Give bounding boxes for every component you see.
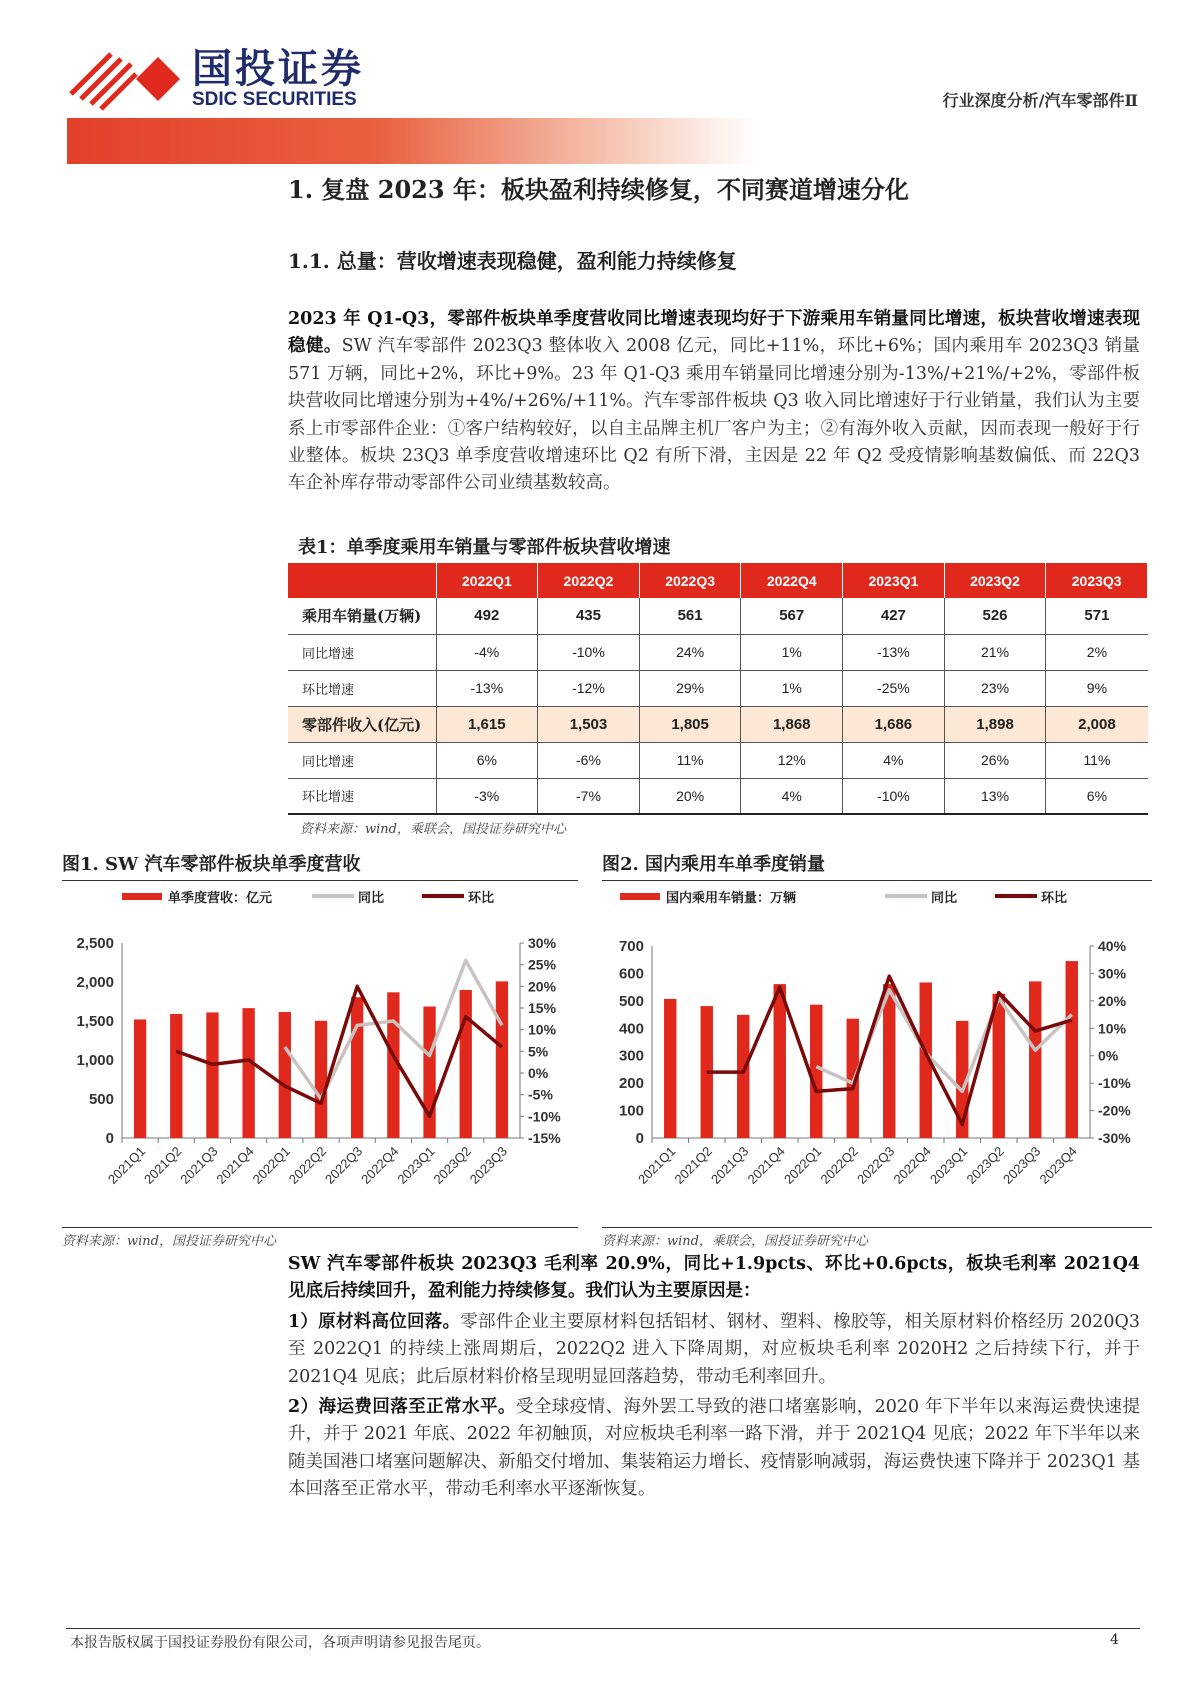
bar xyxy=(460,990,472,1138)
table-cell: 1,805 xyxy=(639,706,741,742)
table-cell: 13% xyxy=(944,778,1046,814)
y2-tick-label: 5% xyxy=(528,1043,549,1060)
legend-swatch xyxy=(122,893,162,900)
x-tick-label: 2022Q3 xyxy=(321,1143,366,1187)
table-header-cell: 2023Q2 xyxy=(944,563,1046,598)
para-lead: SW 汽车零部件板块 2023Q3 毛利率 20.9%，同比+1.9pcts、环比+0.6pcts，板块毛利率 2021Q4 见底后持续回升，盈利能力持续修复。我们认为主要原因是： xyxy=(288,1254,1140,1302)
legend-swatch xyxy=(995,894,1037,898)
y2-tick-label: 40% xyxy=(1098,938,1127,954)
y2-tick-label: 20% xyxy=(1098,992,1127,1009)
y2-tick-label: 30% xyxy=(1098,965,1127,982)
x-tick-label: 2021Q3 xyxy=(177,1143,221,1187)
y-tick-label: 300 xyxy=(618,1047,644,1065)
table-cell: 567 xyxy=(741,598,843,634)
x-tick-label: 2022Q4 xyxy=(890,1143,934,1187)
bar xyxy=(1029,981,1041,1138)
y-tick-label: 600 xyxy=(618,965,644,983)
x-tick-label: 2022Q1 xyxy=(781,1143,825,1187)
table-cell: 2% xyxy=(1046,634,1148,670)
point2-title: 2）海运费回落至正常水平。 xyxy=(288,1397,516,1418)
legend-swatch xyxy=(312,894,354,898)
bar xyxy=(1066,961,1078,1138)
legend-label: 环比 xyxy=(468,890,495,905)
bar xyxy=(810,1005,822,1138)
y2-tick-label: 25% xyxy=(528,956,557,973)
y-tick-label: 500 xyxy=(88,1091,114,1108)
table-header-cell: 2022Q1 xyxy=(436,563,538,598)
table-cell: 1,868 xyxy=(741,706,843,742)
table-cell: -12% xyxy=(538,670,640,706)
x-tick-label: 2021Q3 xyxy=(708,1143,752,1187)
figure1-title: 图1. SW 汽车零部件板块单季度营收 xyxy=(62,850,578,881)
table-cell: 乘用车销量(万辆) xyxy=(288,598,436,634)
x-tick-label: 2021Q4 xyxy=(213,1143,257,1187)
y2-tick-label: 30% xyxy=(528,935,557,951)
x-tick-label: 2022Q4 xyxy=(358,1143,402,1187)
legend-swatch xyxy=(885,894,927,898)
y-tick-label: 700 xyxy=(618,938,644,955)
x-tick-label: 2022Q1 xyxy=(249,1143,293,1187)
footer-divider xyxy=(66,1628,1140,1629)
bar xyxy=(170,1014,182,1138)
table-row xyxy=(288,670,1148,706)
logo-en: SDIC SECURITIES xyxy=(192,89,357,110)
x-tick-label: 2022Q2 xyxy=(285,1143,330,1187)
table-cell: 21% xyxy=(944,634,1046,670)
x-tick-label: 2021Q2 xyxy=(671,1143,715,1187)
chart-revenue xyxy=(62,888,578,1228)
table-cell: 526 xyxy=(944,598,1046,634)
y2-tick-label: -30% xyxy=(1098,1130,1131,1146)
bar xyxy=(134,1019,146,1138)
table-cell: 4% xyxy=(843,742,945,778)
legend-label: 单季度营收：亿元 xyxy=(168,890,273,905)
figure2-source: 资料来源：wind，乘联会，国投证券研究中心 xyxy=(602,1234,868,1249)
paragraph-revenue xyxy=(288,306,1140,498)
y2-tick-label: -10% xyxy=(528,1108,561,1125)
y2-tick-label: 0% xyxy=(1098,1047,1119,1064)
table-cell: -25% xyxy=(843,670,945,706)
table-header-cell: 2023Q3 xyxy=(1046,563,1148,598)
x-tick-label: 2022Q3 xyxy=(854,1143,898,1187)
y2-tick-label: -10% xyxy=(1098,1075,1131,1092)
table-cell: 环比增速 xyxy=(288,670,436,706)
table-header-cell: 2023Q1 xyxy=(843,563,945,598)
section-heading: 1. 复盘 2023 年：板块盈利持续修复，不同赛道增速分化 xyxy=(288,175,909,204)
y-tick-label: 0 xyxy=(635,1130,644,1147)
y2-tick-label: 10% xyxy=(528,1021,557,1038)
table-row xyxy=(288,742,1148,778)
x-tick-label: 2023Q4 xyxy=(1036,1143,1080,1187)
table-cell: 1,898 xyxy=(944,706,1046,742)
figure2-title: 图2. 国内乘用车单季度销量 xyxy=(602,850,1152,881)
table-cell: 1,686 xyxy=(843,706,945,742)
table-header-cell: 2022Q4 xyxy=(741,563,843,598)
table-cell: 1,503 xyxy=(538,706,640,742)
table-cell: -13% xyxy=(436,670,538,706)
table-cell: 24% xyxy=(639,634,741,670)
figure1-source: 资料来源：wind，国投证券研究中心 xyxy=(62,1234,276,1249)
y-tick-label: 2,000 xyxy=(76,974,114,991)
x-tick-label: 2023Q2 xyxy=(430,1143,474,1187)
table-cell: 26% xyxy=(944,742,1046,778)
x-tick-label: 2021Q1 xyxy=(635,1143,679,1187)
table-cell: 427 xyxy=(843,598,945,634)
logo-mark-icon xyxy=(66,44,186,114)
qoq-line xyxy=(176,986,502,1116)
x-tick-label: 2021Q2 xyxy=(141,1143,185,1187)
bar xyxy=(993,994,1005,1138)
table-cell: -13% xyxy=(843,634,945,670)
report-section-label: 行业深度分析/汽车零部件Ⅱ xyxy=(942,91,1138,110)
table-cell: 零部件收入(亿元) xyxy=(288,706,436,742)
table-cell: -10% xyxy=(843,778,945,814)
para-body: SW 汽车零部件 2023Q3 整体收入 2008 亿元，同比+11%，环比+6%；国内乘用车 2023Q3 销量 571 万辆，同比+2%，环比+9%。23 年 Q1-Q3 乘用车销量同比增速分别为-13%/+21%/+2%，零部件板块营收同比增速分别为+4%/+26%/+11%。汽车零部件板块 Q3 收入同比增速好于行业销量，我们认为主要系上市零部件企业：①客户结构较好，以自主品牌主机厂客户为主；②有海外收入贡献，因而表现一般好于行业整体。板块 23Q3 单季度营收增速环比 Q2 有所下滑，主因是 22 年 Q2 受疫情影响基数偏低、而 22Q3 车企补库存带动零部件公司业绩基数较高。 xyxy=(288,336,1141,494)
table-header-cell: 2022Q3 xyxy=(639,563,741,598)
bar xyxy=(883,984,895,1138)
table-cell: 11% xyxy=(639,742,741,778)
table-cell: 1% xyxy=(741,670,843,706)
y2-tick-label: 0% xyxy=(528,1065,549,1081)
x-tick-label: 2023Q3 xyxy=(1000,1143,1044,1187)
bar xyxy=(206,1012,218,1138)
y2-tick-label: -5% xyxy=(528,1086,553,1103)
table-cell: 环比增速 xyxy=(288,778,436,814)
table-caption: 表1：单季度乘用车销量与零部件板块营收增速 xyxy=(298,537,671,558)
table-cell: 12% xyxy=(741,742,843,778)
x-tick-label: 2022Q2 xyxy=(817,1143,861,1187)
table-cell: 同比增速 xyxy=(288,742,436,778)
table-row xyxy=(288,598,1148,634)
subsection-heading: 1.1. 总量：营收增速表现稳健，盈利能力持续修复 xyxy=(288,249,737,273)
footer-disclaimer: 本报告版权属于国投证券股份有限公司，各项声明请参见报告尾页。 xyxy=(70,1635,490,1651)
y-tick-label: 1,500 xyxy=(76,1013,114,1030)
table-cell: 同比增速 xyxy=(288,634,436,670)
table-cell: 1% xyxy=(741,634,843,670)
y-tick-label: 2,500 xyxy=(76,935,114,952)
y-tick-label: 1,000 xyxy=(76,1052,114,1069)
y-tick-label: 500 xyxy=(618,992,644,1010)
point1-body: 零部件企业主要原材料包括铝材、钢材、塑料、橡胶等，相关原材料价格经历 2020Q3 至 2022Q1 的持续上涨周期后，2022Q2 进入下降周期，对应板块毛利率 2020H2 之后持续下行，并于 2021Q4 见底；此后原材料价格呈现明显回落趋势，带动毛利率回升。 xyxy=(288,1311,1141,1387)
y-tick-label: 100 xyxy=(618,1102,644,1120)
bar xyxy=(737,1015,749,1138)
bar xyxy=(351,997,363,1138)
table-cell: 20% xyxy=(639,778,741,814)
table-cell: 1,615 xyxy=(436,706,538,742)
bar xyxy=(242,1008,254,1138)
y2-tick-label: 20% xyxy=(528,978,557,995)
data-table xyxy=(288,563,1148,815)
point2-body: 受全球疫情、海外罢工导致的港口堵塞影响，2020 年下半年以来海运费快速提升，并于 2021 年底、2022 年初触顶，对应板块毛利率一路下滑，并于 2021Q4 见底；2022 年下半年以来随美国港口堵塞问题解决、新船交付增加、集装箱运力增长、疫情影响减弱，海运费快速下降并于 2023Q1 基本回落至正常水平，带动毛利率水平逐渐恢复。 xyxy=(288,1397,1140,1500)
legend-swatch xyxy=(620,893,660,900)
y2-tick-label: -20% xyxy=(1098,1102,1131,1119)
table-cell: -4% xyxy=(436,634,538,670)
x-tick-label: 2021Q4 xyxy=(744,1143,788,1187)
y2-tick-label: 15% xyxy=(528,1000,557,1016)
table-source: 资料来源：wind，乘联会，国投证券研究中心 xyxy=(300,822,566,837)
table-cell: -10% xyxy=(538,634,640,670)
bar xyxy=(496,981,508,1138)
legend-label: 国内乘用车销量：万辆 xyxy=(666,890,797,905)
y-tick-label: 0 xyxy=(105,1130,114,1147)
header-band xyxy=(67,118,757,164)
point1-title: 1）原材料高位回落。 xyxy=(288,1311,461,1332)
table-cell: -6% xyxy=(538,742,640,778)
table-cell: 2,008 xyxy=(1046,706,1148,742)
table-cell: 492 xyxy=(436,598,538,634)
table-cell: 4% xyxy=(741,778,843,814)
chart-car-sales xyxy=(602,888,1152,1228)
table-cell: 6% xyxy=(436,742,538,778)
table-cell: 23% xyxy=(944,670,1046,706)
bar xyxy=(423,1006,435,1138)
company-logo xyxy=(66,44,364,114)
table-cell: 6% xyxy=(1046,778,1148,814)
table-cell: 9% xyxy=(1046,670,1148,706)
legend-label: 同比 xyxy=(931,890,958,905)
y2-tick-label: 10% xyxy=(1098,1020,1127,1037)
table-header-cell: 2022Q2 xyxy=(538,563,640,598)
table-header-cell xyxy=(288,563,436,598)
table-row xyxy=(288,634,1148,670)
bar xyxy=(315,1021,327,1138)
bar xyxy=(664,999,676,1138)
table-cell: 561 xyxy=(639,598,741,634)
legend-label: 环比 xyxy=(1041,890,1068,905)
table-row xyxy=(288,706,1148,742)
legend-label: 同比 xyxy=(358,890,385,905)
page-number: 4 xyxy=(1110,1632,1119,1648)
x-tick-label: 2023Q3 xyxy=(466,1143,511,1187)
table-cell: 435 xyxy=(538,598,640,634)
bar xyxy=(774,984,786,1138)
y2-tick-label: -15% xyxy=(528,1130,561,1146)
y-tick-label: 200 xyxy=(618,1075,644,1093)
x-tick-label: 2021Q1 xyxy=(104,1143,149,1187)
legend-swatch xyxy=(422,894,464,898)
logo-cn: 国投证券 xyxy=(192,46,364,92)
table-cell: -7% xyxy=(538,778,640,814)
para-lead: 2023 年 Q1-Q3，零部件板块单季度营收同比增速表现均好于下游乘用车销量同比增速，板块营收增速表现稳健。 xyxy=(288,309,1140,357)
table-cell: 29% xyxy=(639,670,741,706)
x-tick-label: 2023Q2 xyxy=(963,1143,1007,1187)
x-tick-label: 2023Q1 xyxy=(394,1143,438,1187)
bar xyxy=(279,1012,291,1138)
table-cell: -3% xyxy=(436,778,538,814)
paragraph-margin xyxy=(288,1251,1140,1504)
table-cell: 11% xyxy=(1046,742,1148,778)
y-tick-label: 400 xyxy=(618,1020,644,1038)
table-row xyxy=(288,778,1148,814)
x-tick-label: 2023Q1 xyxy=(927,1143,971,1187)
table-cell: 571 xyxy=(1046,598,1148,634)
